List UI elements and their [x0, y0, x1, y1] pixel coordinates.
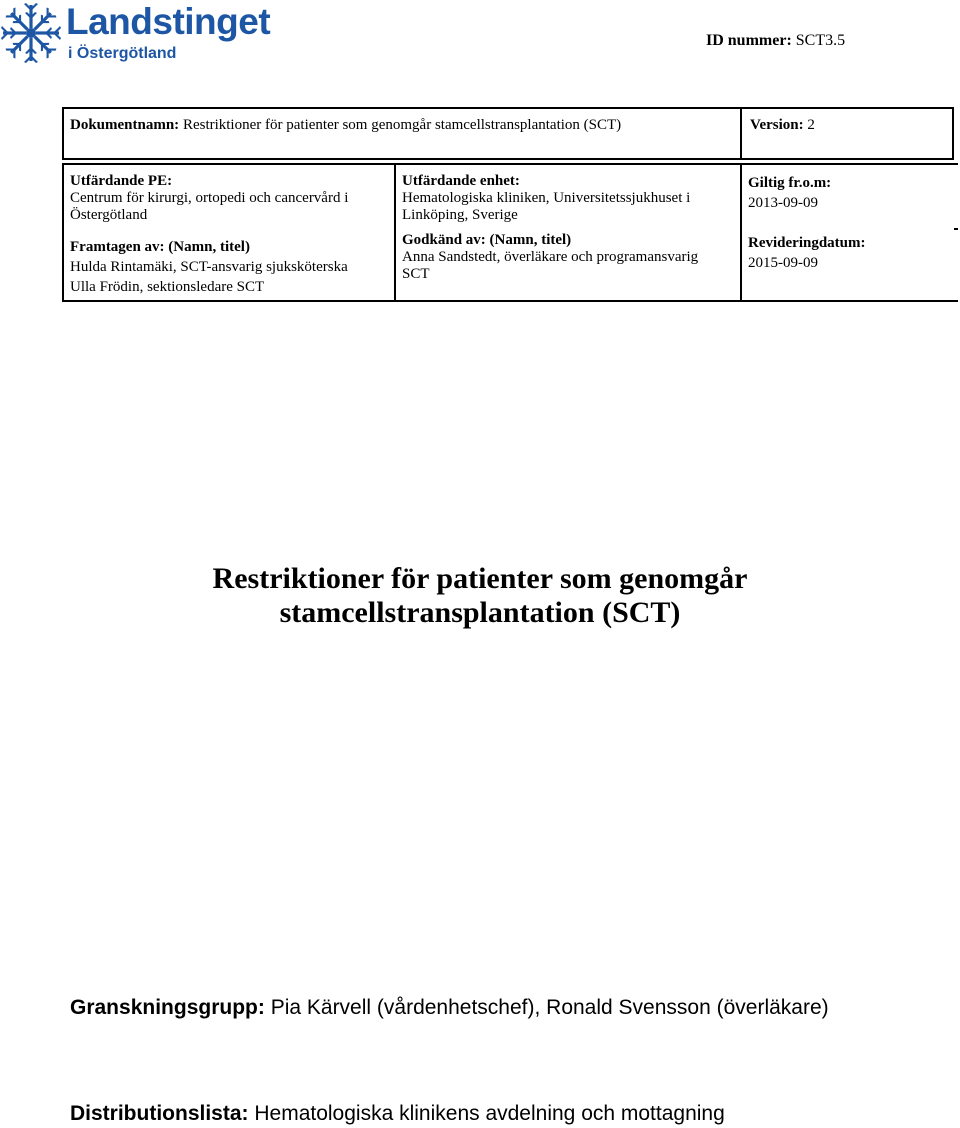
review-group-label: Granskningsgrupp: — [70, 996, 265, 1019]
logo-title: Landstinget — [66, 1, 271, 42]
valid-from-value: 2013-09-09 — [748, 195, 818, 211]
main-title-line1: Restriktioner för patienter som genomgår — [212, 562, 748, 595]
issuing-unit-line1: Hematologiska kliniken, Universitetssjukhuset i — [402, 190, 691, 206]
version-divider — [740, 109, 742, 158]
prepared-by-label: Framtagen av: (Namn, titel) — [70, 239, 250, 255]
issuing-unit-cell — [402, 173, 736, 224]
approved-by-cell — [402, 232, 736, 283]
version-value: 2 — [807, 117, 815, 133]
snowflake-emblem-icon — [0, 2, 62, 64]
table-edge — [954, 228, 958, 230]
issuer-pe-line1: Centrum för kirurgi, ortopedi och cancervård i — [70, 190, 349, 206]
distribution-list — [70, 1102, 725, 1126]
approved-by-line2: SCT — [402, 266, 430, 282]
valid-from-label: Giltig fr.o.m: — [748, 175, 832, 191]
approved-by-line1: Anna Sandstedt, överläkare och programansvarig — [402, 249, 699, 265]
review-group — [70, 996, 829, 1020]
info-table — [62, 163, 958, 302]
review-group-value: Pia Kärvell (vårdenhetschef), Ronald Svensson (överläkare) — [264, 996, 829, 1019]
id-number — [706, 32, 845, 50]
document-name-label: Dokumentnamn: — [70, 117, 180, 133]
issuing-unit-label: Utfärdande enhet: — [402, 173, 520, 189]
main-title-line2: stamcellstransplantation (SCT) — [279, 596, 681, 629]
issuer-pe-cell — [70, 173, 390, 224]
prepared-by-line2: Ulla Frödin, sektionsledare SCT — [70, 279, 265, 295]
version — [750, 117, 815, 134]
id-number-label: ID nummer: — [706, 32, 792, 49]
valid-from-cell — [748, 173, 948, 213]
column-divider — [740, 165, 742, 300]
prepared-by-cell — [70, 237, 390, 297]
approved-by-label: Godkänd av: (Namn, titel) — [402, 232, 572, 248]
logo — [0, 0, 280, 72]
revision-value: 2015-09-09 — [748, 255, 818, 271]
document-name-box — [62, 107, 954, 160]
issuing-unit-line2: Linköping, Sverige — [402, 207, 518, 223]
prepared-by-line1: Hulda Rintamäki, SCT-ansvarig sjuksköterska — [70, 259, 348, 275]
id-number-value: SCT3.5 — [795, 32, 846, 49]
revision-label: Revideringdatum: — [748, 235, 866, 251]
version-label: Version: — [750, 117, 804, 133]
document-name-value: Restriktioner för patienter som genomgår stamcellstransplantation (SCT) — [182, 117, 622, 133]
issuer-pe-label: Utfärdande PE: — [70, 173, 173, 189]
revision-cell — [748, 233, 948, 273]
main-title — [0, 562, 960, 630]
column-divider — [394, 165, 396, 300]
distribution-list-label: Distributionslista: — [70, 1102, 249, 1125]
document-name — [70, 117, 621, 134]
issuer-pe-line2: Östergötland — [70, 207, 148, 223]
logo-subtitle: i Östergötland — [68, 45, 177, 62]
distribution-list-value: Hematologiska klinikens avdelning och mottagning — [248, 1102, 725, 1125]
